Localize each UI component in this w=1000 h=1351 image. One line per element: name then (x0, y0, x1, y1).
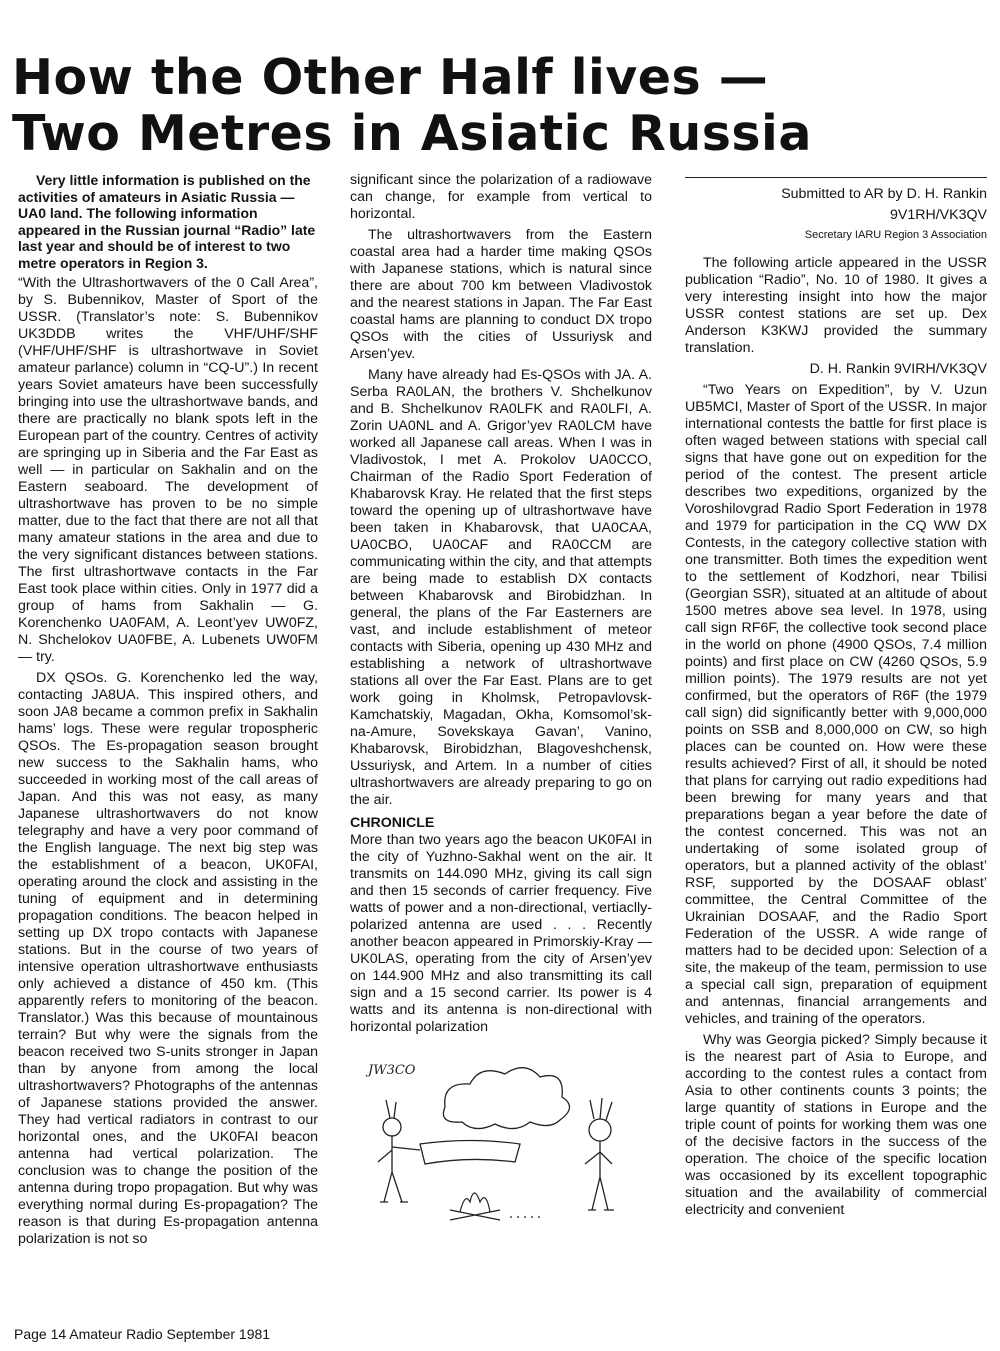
chronicle-heading: CHRONICLE (350, 815, 435, 831)
col1-paragraph: DX QSOs. G. Korenchenko led the way, contacting JA8UA. This inspired others, and soon JA8 became a common prefix in Sakhalin hams’ logs. These were regular tropospheric QSOs. The Es-propagation season brought new success to the Sakhalin hams, who succeeded in working most of the call areas of Japan. And this was not easy, as many Japanese ultrashortwavers do not know telegraphy and have a very poor command of the English language. The next big step was the establishment of a beacon, UK0FAI, operating around the clock and assisting in the tuning of equipment and in determining propagation conditions. The beacon helped in setting up DX tropo contacts with Japanese stations. But in the course of two years of intensive operation ultrashortwave enthusiasts only achieved a distance of 450 km. (This apparently refers to monitoring of the beacon. Translator.) Was this because of mountainous terrain? But why were the signals from the beacon received two S-units stronger in Japan than by anyone from among the local ultrashortwavers? Photographs of the antennas of Japanese stations provided the answer. They had vertical radiators in contrast to our horizontal ones, and the UK0FAI beacon antenna had vertical polarization. The conclusion was to change the position of the antenna during tropo propagation. But why was everything normal during Es-propagation? The reason is that during Es-propagation antenna polarization is not so (18, 670, 318, 1247)
left-figure (378, 1100, 420, 1202)
credit-line-1: Submitted to AR by D. H. Rankin (781, 186, 987, 202)
cloud-shape (443, 1068, 569, 1129)
col2-paragraph: The ultrashortwavers from the Eastern coastal area had a harder time making QSOs with Japanese stations, which is natural since there are about 700 km between Vladivostok and the nearest stations in Japan. The Far East coastal hams are planning to conduct DX tropo QSOs with the cities of Ussuriysk and Arsen’yev. (350, 227, 652, 362)
col3-intro-paragraph: The following article appeared in the USSR publication “Radio”, No. 10 of 1980. It gives a very interesting insight into how the major USSR contest stations are set up. Dex Anderson K3KWJ provided the summary translation. (685, 255, 987, 356)
blanket-shape (420, 1141, 520, 1165)
credit-line-2: 9V1RH/VK3QV (890, 207, 987, 223)
page-footer: Page 14 Amateur Radio September 1981 (14, 1326, 271, 1342)
col2-paragraph: significant since the polarization of a radiowave can change, for example from vertical to horizontal. (350, 172, 652, 222)
col2-paragraph: Many have already had Es-QSOs with JA. A. Serba RA0LAN, the brothers V. Shchelkunov and B. Shchelkunov RA0LFK and RA0LFI, A. Zorin UA0NL and A. Grigor’yev RA0LCM have worked all Japanese call areas. When I was in Vladivostok, I met A. Prokolov UA0CCO, Chairman of the Radio Sport Federation of Khabarovsk Kray. He related that the first steps toward the opening up of ultrashortwave have been taken in Khabarovsk, that UA0CAA, UA0CBO, UA0CAF and RA0CCM are communicating within the city, and that attempts are being made to establish DX contacts between Khabarovsk and Birobidzhan. In general, the plans of the Far Easterners are vast, and include establishment of meteor contacts with Siberia, opening up 430 MHz and establishing a network of ultrashortwave stations all over the Far East. Plans are to get work going in Kholmsk, Petropavlovsk-Kamchatskiy, Magadan, Okha, Komsomol’sk-na-Amure, Sovekskaya Gavan’, Vanino, Khabarovsk, Birobidzhan, Blagoveshchensk, Ussuriysk, and Artem. In a number of cities ultrashortwavers are already preparing to go on the air. (350, 367, 652, 808)
credit-line-3: Secretary IARU Region 3 Association (804, 229, 987, 241)
cartoon-signature: JW3CO (368, 1063, 416, 1078)
headline (12, 50, 992, 162)
right-figure (585, 1098, 614, 1210)
credit-rule (685, 177, 987, 178)
campfire (450, 1193, 540, 1220)
column-1 (18, 172, 318, 1252)
col1-paragraph: “With the Ultrashortwavers of the 0 Call Area”, by S. Bubennikov, Master of Sport of the USSR. (Translator’s note: S. Bubennikov UK3DDB writes the VHF/UHF/SHF (VHF/UHF/SHF is ultrashortwave in Soviet amateur parlance) column in “CQ-U”.) In recent years Soviet amateurs have been successfully bringing into use the ultrashortwave bands, and there are practically no blank spots left in the European part of the country. Centres of activity are springing up in Siberia and the Far East as well — in particular on Sakhalin and on the Eastern seaboard. The development of ultrashortwave has proven to be no simple matter, due to the fact that there are not all that many amateur stations in the area and due to the very significant distances between stations. The first ultrashortwave contacts in the Far East took place within cities. Only in 1977 did a group of hams from Sakhalin — G. Korenchenko UA0FAM, A. Leont’yev UW0FZ, N. Shchelokov UA0FBE, A. Lubenets UW0FM — try. (18, 275, 318, 665)
cartoon-illustration (350, 1052, 650, 1232)
column-2 (350, 172, 652, 1237)
chronicle-paragraph: More than two years ago the beacon UK0FAI in the city of Yuzhno-Sakhal went on the air. It transmits on 144.090 MHz, giving its call sign and then 15 seconds of carrier frequency. Five watts of power and a non-directional, vertiaclly-polarized antenna are used . . . Recently another beacon appeared in Primorskiy-Kray — UK0LAS, operating from the city of Arsen’yev on 144.900 MHz and also transmitting its call sign and a 15 second carrier. Its power is 4 watts and its antenna is non-directional with horizontal polarization (350, 832, 652, 1035)
intro-paragraph: Very little information is published on the activities of amateurs in Asiatic Russia — UA0 land. The following information appeared in the Russian journal “Radio” late last year and should be of interest to two metre operators in Region 3. (18, 172, 316, 271)
col3-paragraph: Why was Georgia picked? Simply because it is the nearest part of Asia to Europe, and according to the contest rules a contact from Asia to other continents counts 3 points; the large quantity of stations in Europe and the triple count of points for working them was one of the decisive factors in the success of the operation. The choice of the specific location was occasioned by its excellent topographic situation and the availability of commercial electricity and convenient (685, 1032, 987, 1218)
headline-line-2: Two Metres in Asiatic Russia (12, 105, 812, 162)
col3-signature: D. H. Rankin 9VIRH/VK3QV (809, 361, 987, 377)
col3-paragraph: “Two Years on Expedition”, by V. Uzun UB5MCI, Master of Sport of the USSR. In major international contests the battle for first place is often waged between stations with special call signs that have gone out on expedition for the period of the contest. The present article describes two expeditions, organized by the Voroshilovgrad Radio Sport Federation in 1978 and 1979 for participation in the CQ WW DX Contests, in the category collective station with one transmitter. Both times the expedition went to the settlement of Kodzhori, near Tbilisi (Georgian SSR), situated at an altitude of about 1500 metres above sea level. In 1978, using call sign RF6F, the collective took second place in the world on phone (4900 QSOs, 7.4 million points) and first place on CW (4260 QSOs, 5.9 million points). The 1979 results are not yet confirmed, but the operators of R6F (the 1979 call sign) did significantly better with 9,000,000 points on SSB and 8,000,000 on CW, so high places can be counted on. How were these results achieved? First of all, it should be noted that plans for carrying out radio expeditions had been brewing for many years and that preparations began a year before the date of the contest concerned. This was not an undertaking of some isolated group of operators, but a planned activity of the oblast’ RSF, supported by the DOSAAF oblast’ committee, the Central Committee of the Ukrainian DOSAAF, and the Radio Sport Federation of the USSR. A wide range of matters had to be decided upon: Selection of a site, the makeup of the team, permission to use a special call sign, preparation of equipment and antennas, financial arrangements and vehicles, and training of the operators. (685, 382, 987, 1027)
column-3 (685, 172, 987, 1223)
headline-line-1: How the Other Half lives — (12, 49, 769, 106)
